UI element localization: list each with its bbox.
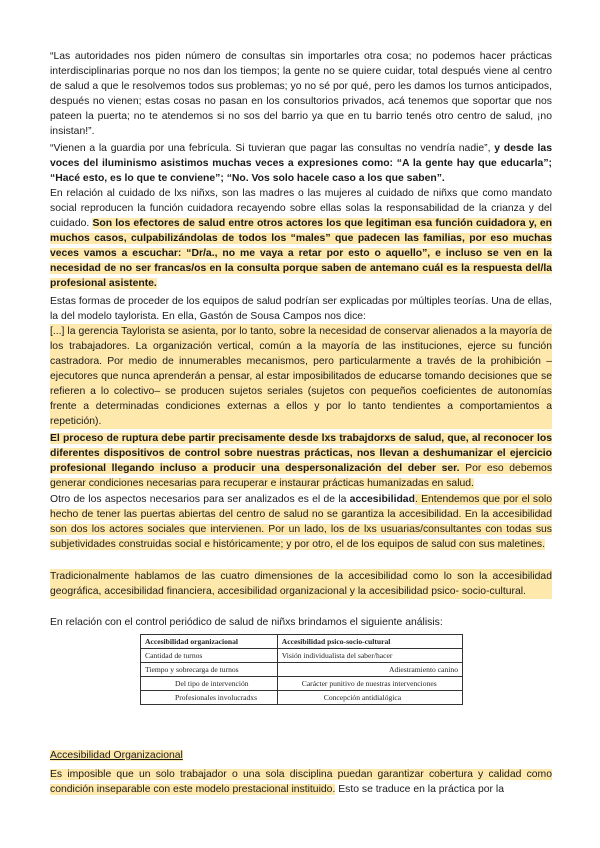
table-header-row [141, 635, 463, 649]
table-cell: Concepción antidialógica [277, 691, 462, 705]
ruptura-highlight: El proceso de ruptura debe partir precisamente desde lxs trabajdorxs de salud, que, al reconocer los diferentes dispositivos de control sobre nuestras prácticas, nos llevan a deshumanizar el ejercicio profesional llegando incluso a producir una despersonalización del deber ser. [50, 433, 552, 474]
taylorista-intro: Estas formas de proceder de los equipos de salud podrían ser explicadas por múltiples teorías. Una de ellas, la del modelo taylorista. En ella, Gastón de Sousa Campos nos dice: [50, 296, 552, 322]
efectores-highlight: Son los efectores de salud entre otros actores los que legitiman esa función cuidadora y, en muchos casos, culpabilizándolas de todos los “males” que padecen las familias, por eso muchas veces vamos a escuchar: “Dr/a., no me vaya a retar por esto o aquello”, e incluso se ven en la necesidad de no ser francas/os en la consulta porque saben de antemano cuál es la respuesta del/la profesional asistente. [50, 218, 552, 289]
analisis-intro: En relación con el control periódico de salud de niñxs brindamos el siguiente análisis: [50, 617, 443, 628]
guardia-paragraph [50, 141, 552, 186]
table-cell: Profesionales involucradxs [141, 691, 278, 705]
table-row [141, 677, 463, 691]
dimensiones-paragraph: Tradicionalmente hablamos de las cuatro dimensiones de la accesibilidad como lo son la accesibilidad geográfica, accesibilidad financiera, accesibilidad organizacional y la accesibilidad psico- socio-cultural. [50, 571, 552, 597]
table-row [141, 649, 463, 663]
humanizadas-text: Por eso debemos generar condiciones necesarias para recuperar e instaurar prácticas humanizadas en salud. [50, 463, 553, 489]
table-cell: Visión individualista del saber/hacer [277, 649, 462, 663]
accesibilidad-table [140, 634, 463, 705]
taylorista-quote: [...] la gerencia Taylorista se asienta, por lo tanto, sobre la necesidad de conservar alienados a la mayoría de los trabajadores. La organización vertical, común a la mayoría de las instituciones, ejerce su función castradora. Por medio de innumerables mecanismos, pero particularmente a través de la prohibición –ejecutores que nunca aprenderán a pensar, al estar imposibilitados de educarse tomando decisiones que se refieren a lo colectivo– se producen sujetos seriales (sujetos con pequeños coeficientes de autonomías frente a determinadas condiciones externas a ellos y por lo tanto tendientes a comportamientos a repetición). [50, 326, 552, 427]
organizacional-text: Esto se traduce en la práctica por la [335, 784, 504, 795]
table-cell: Adiestramiento canino [277, 663, 462, 677]
ruptura-paragraph [50, 431, 552, 491]
table-header-cell: Accesibilidad organizacional [141, 635, 278, 649]
cuidado-text: En relación al cuidado de lxs niñxs, son las madres o las mujeres al cuidado de niñxs que como mandato social reproducen la función cuidadora recayendo sobre ellas solas la responsabilidad de la crianza y del cuidado. [50, 188, 552, 229]
section-heading: Accesibilidad Organizacional [50, 750, 183, 761]
accesibilidad-lead: Otro de los aspectos necesarios para ser analizados es el de la [50, 494, 350, 505]
table-row [141, 663, 463, 677]
table-cell: Cantidad de turnos [141, 649, 278, 663]
iluminismo-text: y desde las voces del iluminismo asistimos muchas veces a expresiones como: “A la gente hay que educarla”; “Hacé esto, es lo que te conviene”; “No. Vos solo hacele caso a los que saben”. [50, 143, 552, 184]
organizacional-highlight: Es imposible que un solo trabajador o una sola disciplina puedan garantizar cobertura y calidad como condición inseparable con este modelo prestacional instituido. [50, 769, 552, 795]
table-row [141, 691, 463, 705]
cuidado-paragraph [50, 186, 552, 291]
quote-paragraph: “Las autoridades nos piden número de consultas sin importarles otra cosa; no podemos hacer prácticas interdisciplinarias porque no nos dan los tiempos; la gente no se quiere cuidar, total después viene al centro de salud a que le resolvemos todos sus problemas; yo no sé por qué, pero les damos los turnos anticipados, después no vienen; estas cosas no pasan en los consultorios privados, acá tenemos que soportar que nos pateen la puerta; no te atendemos si no sos del barrio ya que en tu barrio tenés otro centro de salud, ¡no insistan!”. [50, 51, 552, 137]
accesibilidad-bold: accesibilidad [349, 494, 415, 505]
organizacional-paragraph [50, 767, 552, 797]
table-cell: Del tipo de intervención [141, 677, 278, 691]
table-cell: Carácter punitivo de nuestras intervenciones [277, 677, 462, 691]
guardia-quote: “Vienen a la guardia por una febrícula. Si tuvieran que pagar las consultas no vendría nadie”, [50, 143, 495, 154]
table-cell: Tiempo y sobrecarga de turnos [141, 663, 278, 677]
accesibilidad-text: . Entendemos que por el solo hecho de tener las puertas abiertas del centro de salud no se garantiza la accesibilidad. En la accesibilidad son dos los actores sociales que intervienen. Por un lado, los de lxs usuarias/consultantes con todas sus subjetividades construidas social e históricamente; y por otro, el de los equipos de salud con sus maletines. [50, 494, 552, 550]
table-header-cell: Accesibilidad psico-socio-cultural [277, 635, 462, 649]
accesibilidad-paragraph [50, 492, 552, 552]
